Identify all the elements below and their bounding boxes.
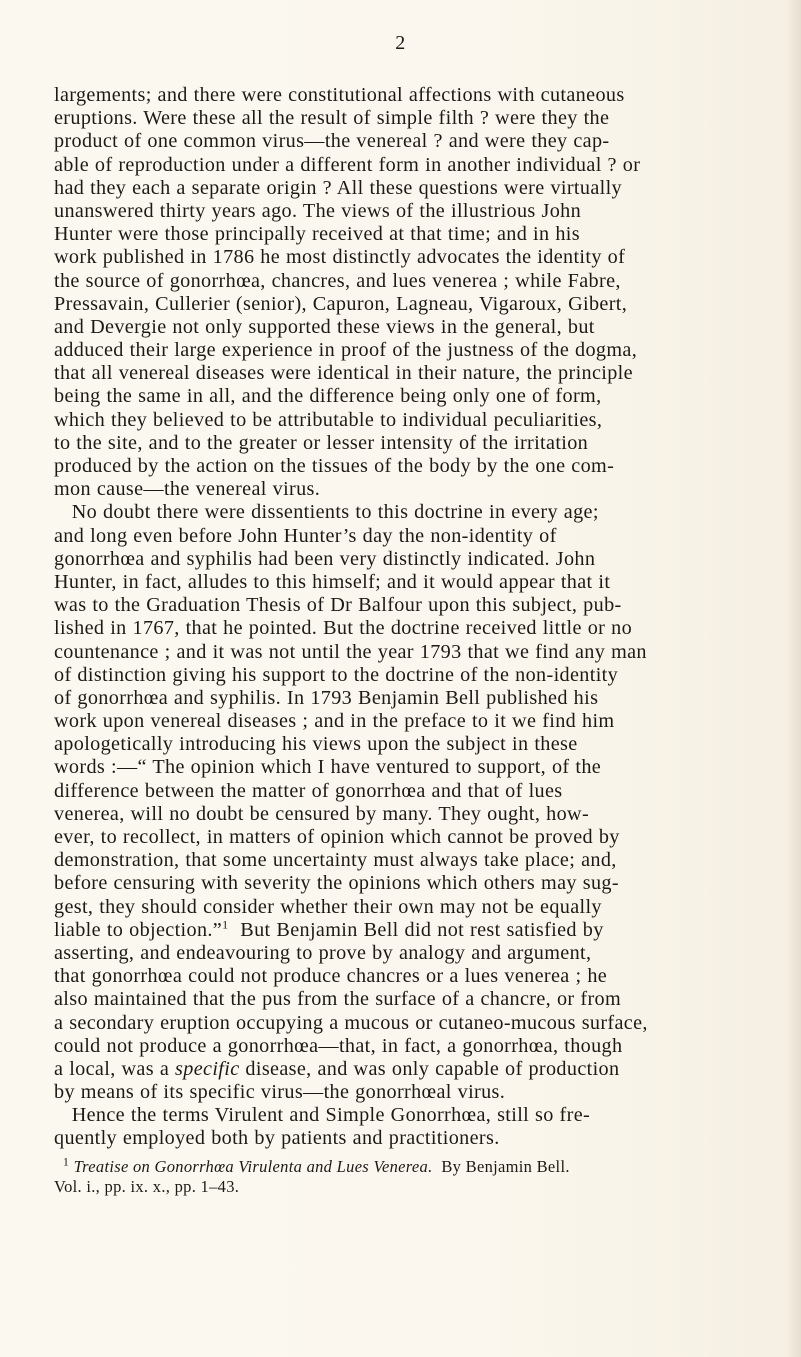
text-line: and long even before John Hunter’s day the non-identity of	[54, 524, 557, 547]
text-line: countenance ; and it was not until the year 1793 that we find any man	[54, 640, 647, 663]
italic-term: specific	[175, 1057, 240, 1080]
text-line: adduced their large experience in proof of the justness of the dogma,	[54, 339, 638, 362]
text-segment: disease, and was only capable of production	[239, 1057, 620, 1080]
text-line: had they each a separate origin ? All these questions were virtually	[54, 176, 623, 199]
text-line: difference between the matter of gonorrhœa and that of lues	[54, 779, 563, 802]
text-line: could not produce a gonorrhœa—that, in fact, a gonorrhœa, though	[54, 1034, 623, 1057]
text-line: and Devergie not only supported these views in the general, but	[54, 315, 595, 338]
text-line: largements; and there were constitutional affections with cutaneous	[54, 84, 625, 106]
text-line	[54, 1058, 784, 1081]
text-segment: liable to objection.”	[54, 918, 223, 941]
text-line: was to the Graduation Thesis of Dr Balfour upon this subject, pub-	[54, 594, 622, 617]
text-line: Hence the terms Virulent and Simple Gonorrhœa, still so fre-	[54, 1104, 591, 1127]
text-line: being the same in all, and the difference being only one of form,	[54, 385, 602, 408]
page-number: 2	[395, 32, 406, 54]
text-line: ever, to recollect, in matters of opinion which cannot be proved by	[54, 826, 620, 848]
text-line: of gonorrhœa and syphilis. In 1793 Benjamin Bell published his	[54, 686, 599, 709]
text-line: by means of its specific virus—the gonorrhœal virus.	[54, 1081, 506, 1104]
text-segment: But Benjamin Bell did not rest satisfied by	[228, 918, 604, 941]
text-line: a secondary eruption occupying a mucous or cutaneo-mucous surface,	[54, 1011, 648, 1034]
footnote-author: By Benjamin Bell.	[432, 1156, 570, 1176]
text-line: work upon venereal diseases ; and in the preface to it we find him	[54, 710, 615, 733]
text-line: Hunter were those principally received at that time; and in his	[54, 223, 580, 246]
text-line: demonstration, that some uncertainty must always take place; and,	[54, 849, 617, 872]
text-line: work published in 1786 he most distinctly advocates the identity of	[54, 246, 626, 269]
text-line: Pressavain, Cullerier (senior), Capuron, Lagneau, Vigaroux, Gibert,	[54, 292, 628, 315]
text-line: unanswered thirty years ago. The views of the illustrious John	[54, 199, 582, 222]
footnote-line: Vol. i., pp. ix. x., pp. 1–43.	[54, 1176, 240, 1196]
text-line: product of one common virus—the venereal ? and were they cap-	[54, 130, 610, 153]
text-line: able of reproduction under a different form in another individual ? or	[54, 153, 641, 176]
footnote-marker: 1	[62, 1154, 70, 1169]
text-line: mon cause—the venereal virus.	[54, 478, 321, 501]
text-line: gest, they should consider whether their own may not be equally	[54, 895, 602, 918]
footnote-title: Treatise on Gonorrhœa Virulenta and Lues Venerea.	[73, 1156, 433, 1176]
body-text	[54, 84, 784, 1197]
footnote	[54, 1154, 784, 1177]
text-line: the source of gonorrhœa, chancres, and lues venerea ; while Fabre,	[54, 269, 621, 292]
text-line: quently employed both by patients and practitioners.	[54, 1127, 500, 1150]
text-line: gonorrhœa and syphilis had been very distinctly indicated. John	[54, 547, 596, 570]
text-line: asserting, and endeavouring to prove by analogy and argument,	[54, 941, 592, 964]
text-line: venerea, will no doubt be censured by many. They ought, how-	[54, 802, 590, 825]
text-segment: a local, was a	[54, 1057, 176, 1080]
page-edge-shadow	[787, 0, 801, 1357]
text-line: lished in 1767, that he pointed. But the doctrine received little or no	[54, 617, 633, 640]
text-line: before censuring with severity the opinions which others may sug-	[54, 872, 619, 895]
text-line: of distinction giving his support to the doctrine of the non-identity	[54, 663, 619, 686]
text-line: produced by the action on the tissues of the body by the one com-	[54, 455, 615, 477]
text-line: eruptions. Were these all the result of simple filth ? were they the	[54, 107, 610, 130]
text-line: Hunter, in fact, alludes to this himself; and it would appear that it	[54, 570, 611, 593]
footnote-reference: 1	[222, 917, 229, 932]
text-line: words :—“ The opinion which I have ventured to support, of the	[54, 756, 602, 779]
text-line: apologetically introducing his views upon the subject in these	[54, 733, 578, 756]
text-line: also maintained that the pus from the surface of a chancre, or from	[54, 988, 622, 1011]
text-line	[54, 919, 784, 942]
text-line: to the site, and to the greater or lesser intensity of the irritation	[54, 431, 589, 454]
text-line: that all venereal diseases were identical in their nature, the principle	[54, 362, 633, 385]
text-line: No doubt there were dissentients to this doctrine in every age;	[54, 501, 599, 524]
text-line: that gonorrhœa could not produce chancres or a lues venerea ; he	[54, 965, 608, 988]
text-line: which they believed to be attributable to individual peculiarities,	[54, 408, 603, 431]
